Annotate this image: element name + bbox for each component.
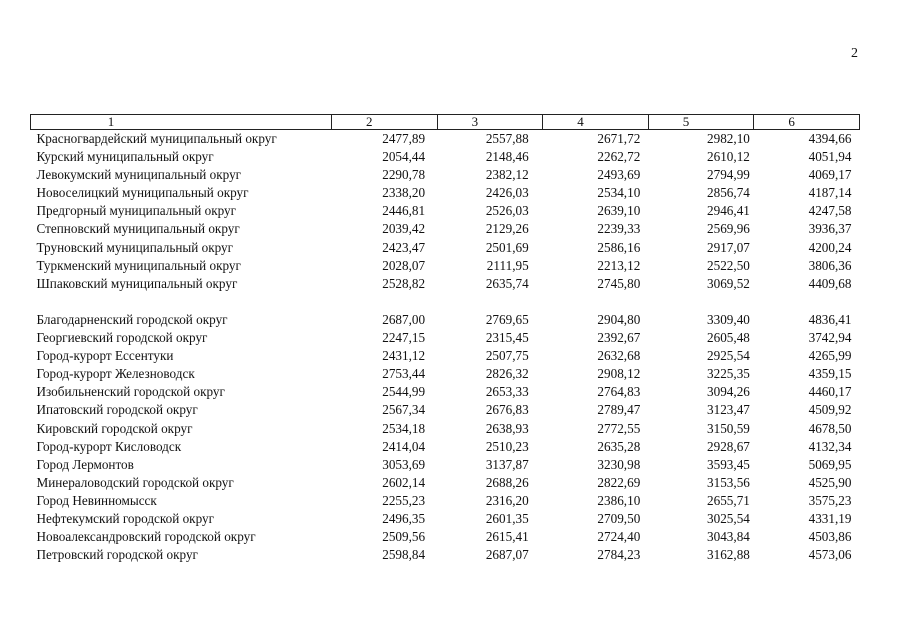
data-table bbox=[30, 114, 860, 564]
value-cell: 4200,24 bbox=[808, 239, 852, 255]
value-cell: 2262,72 bbox=[597, 149, 641, 165]
value-cell: 2982,10 bbox=[707, 131, 750, 146]
header-col-6: 6 bbox=[754, 115, 860, 130]
value-cell: 4394,66 bbox=[808, 131, 852, 146]
table-row bbox=[31, 438, 860, 456]
district-name: Степновский муниципальный округ bbox=[36, 221, 240, 237]
value-cell: 4187,14 bbox=[808, 185, 852, 201]
value-cell: 2794,99 bbox=[707, 167, 750, 183]
value-cell: 4573,06 bbox=[808, 547, 852, 563]
district-name: Кировский городской округ bbox=[36, 420, 193, 436]
value-cell: 4460,17 bbox=[808, 384, 852, 400]
value-cell: 2392,67 bbox=[597, 330, 641, 346]
value-cell: 2567,34 bbox=[382, 402, 426, 418]
district-name: Красногвардейский муниципальный округ bbox=[36, 131, 277, 146]
value-cell: 2493,69 bbox=[597, 167, 641, 183]
district-name: Город-курорт Кисловодск bbox=[36, 438, 182, 454]
value-cell: 4132,34 bbox=[808, 438, 852, 454]
header-col-2: 2 bbox=[332, 115, 438, 130]
value-cell: 2602,14 bbox=[382, 474, 426, 490]
value-cell: 2772,55 bbox=[597, 420, 641, 436]
value-cell: 2615,41 bbox=[485, 529, 529, 545]
table-row bbox=[31, 329, 860, 347]
value-cell: 3123,47 bbox=[707, 402, 750, 418]
value-cell: 2423,47 bbox=[382, 239, 426, 255]
value-cell: 5069,95 bbox=[808, 456, 852, 472]
value-cell: 2338,20 bbox=[382, 185, 426, 201]
value-cell: 2477,89 bbox=[382, 131, 426, 146]
value-cell: 4051,94 bbox=[808, 149, 852, 165]
value-cell: 2534,10 bbox=[597, 185, 641, 201]
value-cell: 2039,42 bbox=[382, 221, 426, 237]
value-cell: 4503,86 bbox=[808, 529, 852, 545]
value-cell: 2526,03 bbox=[485, 203, 529, 219]
table-row bbox=[31, 528, 860, 546]
value-cell: 4509,92 bbox=[808, 402, 852, 418]
value-cell: 2653,33 bbox=[485, 384, 529, 400]
district-name: Город-курорт Железноводск bbox=[36, 366, 195, 382]
value-cell: 2676,83 bbox=[485, 402, 529, 418]
table-row bbox=[31, 365, 860, 383]
value-cell: 3742,94 bbox=[808, 330, 852, 346]
value-cell: 2671,72 bbox=[597, 131, 641, 146]
value-cell: 2601,35 bbox=[485, 510, 529, 526]
district-name: Нефтекумский городской округ bbox=[36, 510, 215, 526]
group-spacer bbox=[31, 293, 860, 311]
table-row bbox=[31, 474, 860, 492]
value-cell: 2509,56 bbox=[382, 529, 426, 545]
value-cell: 2928,67 bbox=[707, 438, 750, 454]
value-cell: 3069,52 bbox=[707, 275, 750, 291]
value-cell: 2822,69 bbox=[597, 474, 641, 490]
value-cell: 2687,00 bbox=[382, 311, 426, 327]
value-cell: 3309,40 bbox=[707, 311, 750, 327]
value-cell: 4525,90 bbox=[808, 474, 852, 490]
district-name: Предгорный муниципальный округ bbox=[36, 203, 237, 219]
table-row bbox=[31, 166, 860, 184]
value-cell: 2290,78 bbox=[382, 167, 426, 183]
value-cell: 2569,96 bbox=[707, 221, 750, 237]
value-cell: 2784,23 bbox=[597, 547, 641, 563]
value-cell: 2687,07 bbox=[485, 547, 529, 563]
value-cell: 2148,46 bbox=[485, 149, 529, 165]
district-name: Благодарненский городской округ bbox=[36, 311, 228, 327]
table-row bbox=[31, 546, 860, 564]
value-cell: 3806,36 bbox=[808, 257, 852, 273]
table-header bbox=[31, 115, 860, 130]
value-cell: 2605,48 bbox=[707, 330, 750, 346]
value-cell: 4678,50 bbox=[808, 420, 852, 436]
value-cell: 3137,87 bbox=[485, 456, 529, 472]
table-row bbox=[31, 383, 860, 401]
header-col-3: 3 bbox=[437, 115, 543, 130]
value-cell: 2239,33 bbox=[597, 221, 641, 237]
value-cell: 2129,26 bbox=[485, 221, 529, 237]
value-cell: 2856,74 bbox=[707, 185, 750, 201]
district-name: Минераловодский городской округ bbox=[36, 474, 234, 490]
value-cell: 2316,20 bbox=[485, 492, 529, 508]
value-cell: 4409,68 bbox=[808, 275, 852, 291]
value-cell: 2904,80 bbox=[597, 311, 641, 327]
header-row bbox=[31, 115, 860, 130]
value-cell: 2431,12 bbox=[382, 348, 426, 364]
district-name: Петровский городской округ bbox=[36, 547, 198, 563]
value-cell: 2534,18 bbox=[382, 420, 426, 436]
value-cell: 3043,84 bbox=[707, 529, 750, 545]
value-cell: 3230,98 bbox=[597, 456, 641, 472]
value-cell: 2632,68 bbox=[597, 348, 641, 364]
value-cell: 2522,50 bbox=[707, 257, 750, 273]
value-cell: 2213,12 bbox=[597, 257, 641, 273]
value-cell: 2028,07 bbox=[382, 257, 426, 273]
district-name: Курский муниципальный округ bbox=[36, 149, 214, 165]
value-cell: 2769,65 bbox=[485, 311, 529, 327]
table-row bbox=[31, 510, 860, 528]
value-cell: 2826,32 bbox=[485, 366, 529, 382]
value-cell: 3162,88 bbox=[707, 547, 750, 563]
district-name: Город Лермонтов bbox=[36, 456, 134, 472]
value-cell: 2635,74 bbox=[485, 275, 529, 291]
value-cell: 2557,88 bbox=[485, 131, 529, 146]
table-row bbox=[31, 130, 860, 149]
header-col-5: 5 bbox=[648, 115, 754, 130]
table-row bbox=[31, 275, 860, 293]
district-name: Ипатовский городской округ bbox=[36, 402, 198, 418]
district-name: Новоалександровский городской округ bbox=[36, 529, 256, 545]
value-cell: 2255,23 bbox=[382, 492, 426, 508]
value-cell: 2946,41 bbox=[707, 203, 750, 219]
value-cell: 3025,54 bbox=[707, 510, 750, 526]
value-cell: 2917,07 bbox=[707, 239, 750, 255]
value-cell: 2507,75 bbox=[485, 348, 529, 364]
value-cell: 4265,99 bbox=[808, 348, 852, 364]
value-cell: 3153,56 bbox=[707, 474, 750, 490]
value-cell: 2908,12 bbox=[597, 366, 641, 382]
value-cell: 2598,84 bbox=[382, 547, 426, 563]
spacer-cell bbox=[31, 293, 860, 311]
value-cell: 2655,71 bbox=[707, 492, 750, 508]
district-name: Город Невинномысск bbox=[36, 492, 157, 508]
value-cell: 2510,23 bbox=[485, 438, 529, 454]
value-cell: 4069,17 bbox=[808, 167, 852, 183]
table-row bbox=[31, 456, 860, 474]
table-row bbox=[31, 420, 860, 438]
header-col-4: 4 bbox=[543, 115, 649, 130]
value-cell: 2426,03 bbox=[485, 185, 529, 201]
value-cell: 3094,26 bbox=[707, 384, 750, 400]
value-cell: 2586,16 bbox=[597, 239, 641, 255]
table-body bbox=[31, 130, 860, 565]
value-cell: 2386,10 bbox=[597, 492, 641, 508]
value-cell: 2544,99 bbox=[382, 384, 426, 400]
table-row bbox=[31, 257, 860, 275]
value-cell: 2639,10 bbox=[597, 203, 641, 219]
page-number: 2 bbox=[851, 46, 858, 61]
value-cell: 4331,19 bbox=[808, 510, 852, 526]
value-cell: 2528,82 bbox=[382, 275, 426, 291]
value-cell: 2247,15 bbox=[382, 330, 426, 346]
value-cell: 2638,93 bbox=[485, 420, 529, 436]
district-name: Левокумский муниципальный округ bbox=[36, 167, 242, 183]
value-cell: 3593,45 bbox=[707, 456, 750, 472]
district-name: Труновский муниципальный округ bbox=[36, 239, 234, 255]
value-cell: 3150,59 bbox=[707, 420, 750, 436]
table-row bbox=[31, 220, 860, 238]
value-cell: 2724,40 bbox=[597, 529, 641, 545]
table-row bbox=[31, 184, 860, 202]
table-row bbox=[31, 202, 860, 220]
table-row bbox=[31, 239, 860, 257]
value-cell: 3936,37 bbox=[808, 221, 852, 237]
value-cell: 2709,50 bbox=[597, 510, 641, 526]
value-cell: 2111,95 bbox=[486, 257, 529, 273]
value-cell: 2789,47 bbox=[597, 402, 641, 418]
value-cell: 2925,54 bbox=[707, 348, 750, 364]
district-name: Город-курорт Ессентуки bbox=[36, 348, 174, 364]
value-cell: 2382,12 bbox=[485, 167, 529, 183]
value-cell: 2054,44 bbox=[382, 149, 426, 165]
district-name: Туркменский муниципальный округ bbox=[36, 257, 241, 273]
value-cell: 2501,69 bbox=[485, 239, 529, 255]
value-cell: 2315,45 bbox=[485, 330, 529, 346]
district-name: Изобильненский городской округ bbox=[36, 384, 225, 400]
value-cell: 3575,23 bbox=[808, 492, 852, 508]
table-row bbox=[31, 311, 860, 329]
table-row bbox=[31, 492, 860, 510]
value-cell: 2635,28 bbox=[597, 438, 641, 454]
district-name: Георгиевский городской округ bbox=[36, 330, 208, 346]
value-cell: 2496,35 bbox=[382, 510, 426, 526]
header-col-1: 1 bbox=[31, 115, 332, 130]
value-cell: 4836,41 bbox=[808, 311, 852, 327]
value-cell: 4247,58 bbox=[808, 203, 852, 219]
value-cell: 3053,69 bbox=[382, 456, 426, 472]
value-cell: 2688,26 bbox=[485, 474, 529, 490]
district-name: Новоселицкий муниципальный округ bbox=[36, 185, 249, 201]
value-cell: 2610,12 bbox=[707, 149, 750, 165]
value-cell: 3225,35 bbox=[707, 366, 750, 382]
value-cell: 2764,83 bbox=[597, 384, 641, 400]
value-cell: 2446,81 bbox=[382, 203, 426, 219]
value-cell: 2745,80 bbox=[597, 275, 641, 291]
table-row bbox=[31, 401, 860, 419]
value-cell: 2753,44 bbox=[382, 366, 426, 382]
table-row bbox=[31, 347, 860, 365]
district-name: Шпаковский муниципальный округ bbox=[36, 275, 238, 291]
table-row bbox=[31, 148, 860, 166]
value-cell: 4359,15 bbox=[808, 366, 852, 382]
value-cell: 2414,04 bbox=[382, 438, 426, 454]
